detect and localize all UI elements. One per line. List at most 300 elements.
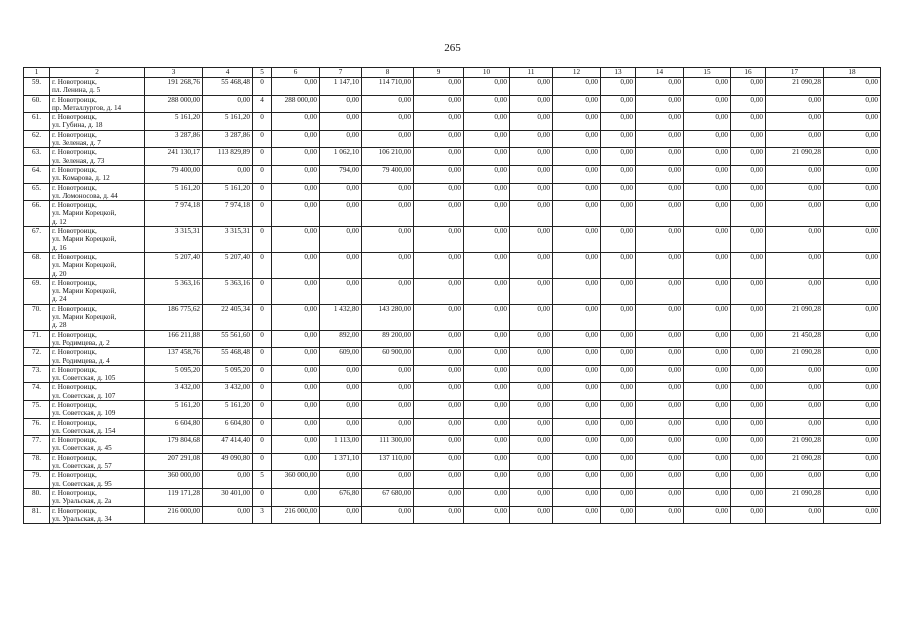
row-number-cell: 61. (24, 113, 50, 131)
value-cell-18: 0,00 (824, 471, 881, 489)
value-cell-13: 0,00 (601, 304, 636, 330)
address-line: ул. Марии Корецкой, (52, 235, 117, 244)
value-cell-18: 0,00 (824, 95, 881, 113)
value-cell-15: 0,00 (684, 130, 731, 148)
value-cell-7: 0,00 (320, 418, 362, 436)
address-line: д. 20 (52, 269, 67, 278)
column-header-1: 1 (24, 68, 50, 78)
value-cell-10: 0,00 (464, 488, 510, 506)
value-cell-6: 0,00 (272, 113, 320, 131)
column-header-18: 18 (824, 68, 881, 78)
value-cell-4: 5 161,20 (203, 183, 253, 201)
value-cell-12: 0,00 (553, 148, 601, 166)
row-number-cell: 78. (24, 453, 50, 471)
value-cell-14: 0,00 (636, 365, 684, 383)
value-cell-3: 186 775,62 (145, 304, 203, 330)
value-cell-5: 0 (253, 130, 272, 148)
value-cell-16: 0,00 (731, 130, 766, 148)
row-number-cell: 67. (24, 227, 50, 253)
value-cell-14: 0,00 (636, 418, 684, 436)
table-row (24, 78, 881, 96)
table-row (24, 506, 881, 524)
value-cell-14: 0,00 (636, 183, 684, 201)
value-cell-5: 0 (253, 148, 272, 166)
column-header-9: 9 (414, 68, 464, 78)
value-cell-13: 0,00 (601, 400, 636, 418)
value-cell-3: 119 171,28 (145, 488, 203, 506)
value-cell-18: 0,00 (824, 148, 881, 166)
value-cell-9: 0,00 (414, 183, 464, 201)
value-cell-10: 0,00 (464, 165, 510, 183)
value-cell-5: 0 (253, 400, 272, 418)
value-cell-4: 5 161,20 (203, 113, 253, 131)
value-cell-3: 360 000,00 (145, 471, 203, 489)
value-cell-6: 0,00 (272, 278, 320, 304)
value-cell-9: 0,00 (414, 201, 464, 227)
value-cell-16: 0,00 (731, 471, 766, 489)
value-cell-13: 0,00 (601, 78, 636, 96)
value-cell-5: 0 (253, 453, 272, 471)
address-cell (50, 400, 145, 418)
value-cell-15: 0,00 (684, 227, 731, 253)
address-line: г. Новотроицк, (52, 183, 97, 192)
value-cell-3: 3 432,00 (145, 383, 203, 401)
column-header-11: 11 (510, 68, 553, 78)
value-cell-13: 0,00 (601, 383, 636, 401)
value-cell-17: 0,00 (766, 383, 824, 401)
address-line: ул. Марии Корецкой, (52, 313, 117, 322)
column-header-17: 17 (766, 68, 824, 78)
address-cell (50, 183, 145, 201)
row-number-cell: 81. (24, 506, 50, 524)
table-row (24, 278, 881, 304)
address-line: ул. Советская, д. 95 (52, 479, 112, 488)
address-line: ул. Губина, д. 18 (52, 121, 103, 130)
table-row (24, 400, 881, 418)
value-cell-7: 1 371,10 (320, 453, 362, 471)
value-cell-16: 0,00 (731, 418, 766, 436)
value-cell-7: 1 147,10 (320, 78, 362, 96)
address-line: г. Новотроицк, (52, 113, 97, 122)
value-cell-15: 0,00 (684, 453, 731, 471)
value-cell-6: 288 000,00 (272, 95, 320, 113)
value-cell-16: 0,00 (731, 348, 766, 366)
row-number-cell: 63. (24, 148, 50, 166)
value-cell-4: 55 468,48 (203, 348, 253, 366)
value-cell-9: 0,00 (414, 348, 464, 366)
address-line: ул. Уральская, д. 2а (52, 497, 112, 506)
value-cell-10: 0,00 (464, 436, 510, 454)
address-line: г. Новотроицк, (52, 400, 97, 409)
row-number-cell: 59. (24, 78, 50, 96)
table-row (24, 383, 881, 401)
value-cell-14: 0,00 (636, 278, 684, 304)
row-number-cell: 68. (24, 252, 50, 278)
row-number-cell: 76. (24, 418, 50, 436)
value-cell-11: 0,00 (510, 506, 553, 524)
value-cell-15: 0,00 (684, 113, 731, 131)
column-header-6: 6 (272, 68, 320, 78)
value-cell-13: 0,00 (601, 148, 636, 166)
value-cell-17: 0,00 (766, 471, 824, 489)
value-cell-17: 0,00 (766, 201, 824, 227)
value-cell-15: 0,00 (684, 278, 731, 304)
address-line: ул. Марии Корецкой, (52, 287, 117, 296)
value-cell-10: 0,00 (464, 304, 510, 330)
value-cell-18: 0,00 (824, 183, 881, 201)
value-cell-6: 0,00 (272, 252, 320, 278)
column-header-10: 10 (464, 68, 510, 78)
value-cell-9: 0,00 (414, 278, 464, 304)
value-cell-11: 0,00 (510, 304, 553, 330)
address-line: ул. Советская, д. 109 (52, 409, 116, 418)
value-cell-15: 0,00 (684, 506, 731, 524)
value-cell-16: 0,00 (731, 227, 766, 253)
address-line: д. 12 (52, 217, 67, 226)
value-cell-3: 191 268,76 (145, 78, 203, 96)
value-cell-6: 0,00 (272, 130, 320, 148)
value-cell-14: 0,00 (636, 488, 684, 506)
column-header-7: 7 (320, 68, 362, 78)
value-cell-17: 0,00 (766, 113, 824, 131)
value-cell-8: 0,00 (362, 418, 414, 436)
value-cell-9: 0,00 (414, 418, 464, 436)
value-cell-9: 0,00 (414, 330, 464, 348)
value-cell-3: 216 000,00 (145, 506, 203, 524)
address-cell (50, 383, 145, 401)
value-cell-18: 0,00 (824, 453, 881, 471)
value-cell-7: 0,00 (320, 252, 362, 278)
value-cell-12: 0,00 (553, 227, 601, 253)
table-row (24, 436, 881, 454)
value-cell-16: 0,00 (731, 488, 766, 506)
value-cell-11: 0,00 (510, 453, 553, 471)
value-cell-6: 0,00 (272, 227, 320, 253)
value-cell-17: 0,00 (766, 95, 824, 113)
value-cell-14: 0,00 (636, 148, 684, 166)
value-cell-11: 0,00 (510, 183, 553, 201)
value-cell-11: 0,00 (510, 348, 553, 366)
value-cell-3: 5 161,20 (145, 400, 203, 418)
value-cell-4: 55 561,60 (203, 330, 253, 348)
value-cell-7: 0,00 (320, 130, 362, 148)
value-cell-18: 0,00 (824, 506, 881, 524)
value-cell-3: 5 161,20 (145, 113, 203, 131)
value-cell-5: 0 (253, 365, 272, 383)
row-number-cell: 80. (24, 488, 50, 506)
table-row (24, 95, 881, 113)
value-cell-12: 0,00 (553, 165, 601, 183)
value-cell-15: 0,00 (684, 330, 731, 348)
value-cell-13: 0,00 (601, 252, 636, 278)
value-cell-9: 0,00 (414, 95, 464, 113)
value-cell-10: 0,00 (464, 506, 510, 524)
address-cell (50, 365, 145, 383)
value-cell-17: 0,00 (766, 418, 824, 436)
table-row (24, 148, 881, 166)
value-cell-16: 0,00 (731, 278, 766, 304)
value-cell-17: 0,00 (766, 365, 824, 383)
value-cell-10: 0,00 (464, 148, 510, 166)
value-cell-15: 0,00 (684, 471, 731, 489)
value-cell-9: 0,00 (414, 383, 464, 401)
value-cell-10: 0,00 (464, 201, 510, 227)
value-cell-9: 0,00 (414, 252, 464, 278)
value-cell-9: 0,00 (414, 304, 464, 330)
value-cell-8: 0,00 (362, 400, 414, 418)
column-header-2: 2 (50, 68, 145, 78)
value-cell-8: 114 710,00 (362, 78, 414, 96)
value-cell-5: 0 (253, 201, 272, 227)
value-cell-10: 0,00 (464, 330, 510, 348)
value-cell-12: 0,00 (553, 130, 601, 148)
value-cell-5: 0 (253, 383, 272, 401)
table-row (24, 330, 881, 348)
value-cell-17: 0,00 (766, 130, 824, 148)
value-cell-6: 0,00 (272, 165, 320, 183)
value-cell-17: 21 090,28 (766, 304, 824, 330)
value-cell-10: 0,00 (464, 252, 510, 278)
address-line: г. Новотроицк, (52, 78, 97, 86)
address-cell (50, 453, 145, 471)
row-number-cell: 73. (24, 365, 50, 383)
value-cell-4: 5 161,20 (203, 400, 253, 418)
value-cell-16: 0,00 (731, 252, 766, 278)
value-cell-8: 79 400,00 (362, 165, 414, 183)
value-cell-5: 4 (253, 95, 272, 113)
table-row (24, 165, 881, 183)
value-cell-14: 0,00 (636, 383, 684, 401)
address-cell (50, 330, 145, 348)
value-cell-8: 0,00 (362, 506, 414, 524)
value-cell-14: 0,00 (636, 304, 684, 330)
value-cell-13: 0,00 (601, 348, 636, 366)
address-cell (50, 304, 145, 330)
address-line: г. Новотроицк, (52, 506, 97, 515)
address-line: д. 28 (52, 321, 67, 330)
address-cell (50, 95, 145, 113)
value-cell-16: 0,00 (731, 148, 766, 166)
value-cell-7: 0,00 (320, 365, 362, 383)
value-cell-6: 0,00 (272, 330, 320, 348)
value-cell-15: 0,00 (684, 201, 731, 227)
value-cell-4: 0,00 (203, 471, 253, 489)
value-cell-17: 0,00 (766, 400, 824, 418)
value-cell-9: 0,00 (414, 453, 464, 471)
value-cell-8: 137 110,00 (362, 453, 414, 471)
value-cell-4: 6 604,80 (203, 418, 253, 436)
value-cell-15: 0,00 (684, 165, 731, 183)
data-table (23, 67, 881, 524)
address-line: ул. Комарова, д. 12 (52, 174, 110, 183)
value-cell-3: 241 130,17 (145, 148, 203, 166)
table-body (24, 78, 881, 524)
value-cell-14: 0,00 (636, 348, 684, 366)
value-cell-18: 0,00 (824, 330, 881, 348)
address-line: ул. Зеленая, д. 7 (52, 139, 101, 148)
value-cell-3: 3 287,86 (145, 130, 203, 148)
value-cell-16: 0,00 (731, 201, 766, 227)
value-cell-4: 0,00 (203, 95, 253, 113)
value-cell-12: 0,00 (553, 252, 601, 278)
value-cell-13: 0,00 (601, 165, 636, 183)
address-line: ул. Родимцева, д. 4 (52, 356, 110, 365)
table-row (24, 365, 881, 383)
value-cell-3: 5 161,20 (145, 183, 203, 201)
address-line: г. Новотроицк, (52, 453, 97, 462)
value-cell-17: 21 090,28 (766, 488, 824, 506)
value-cell-18: 0,00 (824, 488, 881, 506)
value-cell-17: 0,00 (766, 227, 824, 253)
value-cell-15: 0,00 (684, 348, 731, 366)
value-cell-11: 0,00 (510, 418, 553, 436)
column-header-5: 5 (253, 68, 272, 78)
value-cell-5: 0 (253, 252, 272, 278)
value-cell-6: 0,00 (272, 183, 320, 201)
value-cell-6: 0,00 (272, 304, 320, 330)
value-cell-8: 0,00 (362, 183, 414, 201)
value-cell-7: 892,00 (320, 330, 362, 348)
table-row (24, 201, 881, 227)
value-cell-7: 0,00 (320, 383, 362, 401)
value-cell-6: 0,00 (272, 453, 320, 471)
value-cell-12: 0,00 (553, 78, 601, 96)
table-row (24, 304, 881, 330)
value-cell-3: 288 000,00 (145, 95, 203, 113)
value-cell-4: 0,00 (203, 165, 253, 183)
value-cell-10: 0,00 (464, 95, 510, 113)
value-cell-8: 0,00 (362, 130, 414, 148)
value-cell-4: 30 401,00 (203, 488, 253, 506)
address-cell (50, 418, 145, 436)
value-cell-18: 0,00 (824, 400, 881, 418)
value-cell-8: 0,00 (362, 365, 414, 383)
address-cell (50, 130, 145, 148)
value-cell-7: 1 062,10 (320, 148, 362, 166)
row-number-cell: 65. (24, 183, 50, 201)
value-cell-8: 0,00 (362, 201, 414, 227)
value-cell-3: 207 291,08 (145, 453, 203, 471)
address-cell (50, 436, 145, 454)
row-number-cell: 66. (24, 201, 50, 227)
value-cell-15: 0,00 (684, 488, 731, 506)
value-cell-7: 1 432,80 (320, 304, 362, 330)
value-cell-7: 0,00 (320, 506, 362, 524)
value-cell-16: 0,00 (731, 78, 766, 96)
value-cell-14: 0,00 (636, 201, 684, 227)
value-cell-17: 0,00 (766, 506, 824, 524)
value-cell-15: 0,00 (684, 436, 731, 454)
address-line: пр. Металлургов, д. 14 (52, 103, 122, 112)
value-cell-14: 0,00 (636, 471, 684, 489)
value-cell-8: 60 900,00 (362, 348, 414, 366)
value-cell-13: 0,00 (601, 113, 636, 131)
address-line: г. Новотроицк, (52, 365, 97, 374)
value-cell-9: 0,00 (414, 78, 464, 96)
value-cell-10: 0,00 (464, 471, 510, 489)
value-cell-13: 0,00 (601, 488, 636, 506)
value-cell-4: 3 287,86 (203, 130, 253, 148)
address-cell (50, 201, 145, 227)
value-cell-8: 0,00 (362, 383, 414, 401)
address-line: г. Новотроицк, (52, 348, 97, 357)
address-line: г. Новотроицк, (52, 165, 97, 174)
row-number-cell: 72. (24, 348, 50, 366)
value-cell-13: 0,00 (601, 130, 636, 148)
value-cell-15: 0,00 (684, 148, 731, 166)
value-cell-9: 0,00 (414, 227, 464, 253)
value-cell-18: 0,00 (824, 278, 881, 304)
address-line: г. Новотроицк, (52, 471, 97, 480)
value-cell-12: 0,00 (553, 365, 601, 383)
value-cell-14: 0,00 (636, 436, 684, 454)
value-cell-7: 0,00 (320, 278, 362, 304)
value-cell-15: 0,00 (684, 400, 731, 418)
column-header-4: 4 (203, 68, 253, 78)
value-cell-8: 0,00 (362, 95, 414, 113)
value-cell-6: 0,00 (272, 201, 320, 227)
value-cell-18: 0,00 (824, 383, 881, 401)
column-header-16: 16 (731, 68, 766, 78)
address-line: д. 24 (52, 295, 67, 304)
address-line: г. Новотроицк, (52, 304, 97, 313)
value-cell-12: 0,00 (553, 304, 601, 330)
value-cell-12: 0,00 (553, 95, 601, 113)
row-number-cell: 75. (24, 400, 50, 418)
address-cell (50, 506, 145, 524)
table-row (24, 227, 881, 253)
value-cell-17: 21 090,28 (766, 148, 824, 166)
value-cell-18: 0,00 (824, 348, 881, 366)
value-cell-10: 0,00 (464, 383, 510, 401)
address-line: ул. Родимцева, д. 2 (52, 338, 110, 347)
value-cell-11: 0,00 (510, 400, 553, 418)
value-cell-12: 0,00 (553, 183, 601, 201)
value-cell-3: 79 400,00 (145, 165, 203, 183)
value-cell-16: 0,00 (731, 113, 766, 131)
value-cell-4: 5 207,40 (203, 252, 253, 278)
value-cell-18: 0,00 (824, 113, 881, 131)
value-cell-3: 179 804,68 (145, 436, 203, 454)
value-cell-9: 0,00 (414, 488, 464, 506)
value-cell-3: 5 207,40 (145, 252, 203, 278)
column-header-3: 3 (145, 68, 203, 78)
value-cell-12: 0,00 (553, 471, 601, 489)
address-line: г. Новотроицк, (52, 95, 97, 104)
value-cell-8: 0,00 (362, 471, 414, 489)
value-cell-7: 676,80 (320, 488, 362, 506)
value-cell-12: 0,00 (553, 453, 601, 471)
value-cell-6: 0,00 (272, 365, 320, 383)
address-line: г. Новотроицк, (52, 148, 97, 157)
value-cell-13: 0,00 (601, 436, 636, 454)
value-cell-17: 21 090,28 (766, 436, 824, 454)
value-cell-14: 0,00 (636, 113, 684, 131)
value-cell-8: 0,00 (362, 252, 414, 278)
value-cell-15: 0,00 (684, 183, 731, 201)
value-cell-17: 21 090,28 (766, 78, 824, 96)
value-cell-3: 166 211,88 (145, 330, 203, 348)
value-cell-7: 0,00 (320, 201, 362, 227)
value-cell-12: 0,00 (553, 400, 601, 418)
address-line: г. Новотроицк, (52, 488, 97, 497)
value-cell-18: 0,00 (824, 130, 881, 148)
value-cell-13: 0,00 (601, 201, 636, 227)
table-row (24, 471, 881, 489)
value-cell-11: 0,00 (510, 148, 553, 166)
value-cell-14: 0,00 (636, 506, 684, 524)
address-line: г. Новотроицк, (52, 278, 97, 287)
